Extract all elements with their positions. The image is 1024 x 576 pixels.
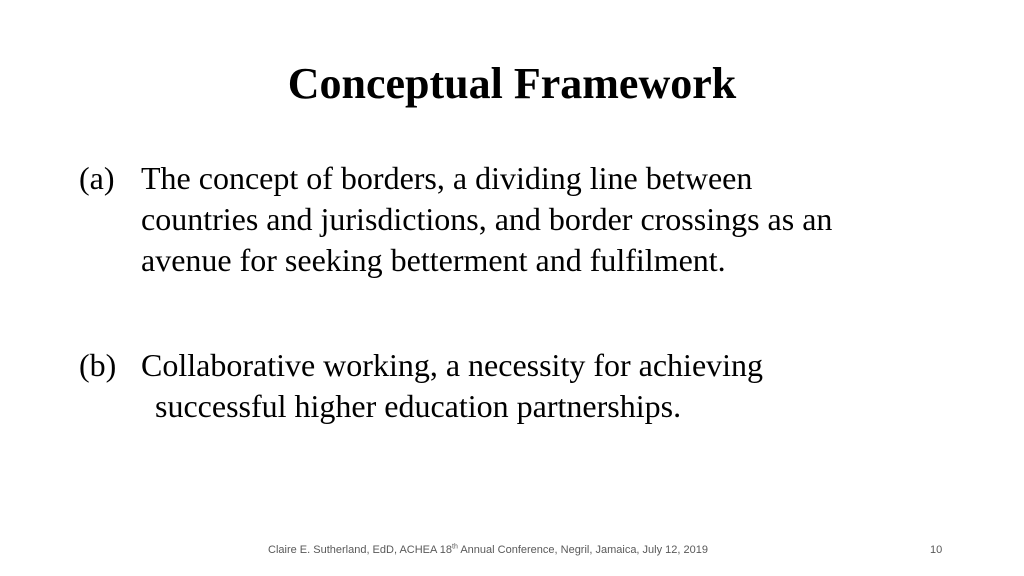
footer-credit-superscript: th: [452, 543, 458, 551]
item-a-line-3: avenue for seeking betterment and fulfilment.: [141, 242, 726, 278]
item-b-line-1: Collaborative working, a necessity for achieving: [141, 347, 764, 383]
footer-credit: [0, 543, 976, 557]
list-marker-a: (a): [79, 160, 115, 196]
item-b-line-2: successful higher education partnerships.: [155, 388, 682, 424]
page-number: 10: [930, 544, 943, 556]
footer-credit-text-rest: Annual Conference, Negril, Jamaica, July 12, 2019: [457, 544, 708, 556]
slide-title: Conceptual Framework: [287, 59, 737, 108]
list-marker-b: (b): [79, 347, 117, 383]
item-a-line-1: The concept of borders, a dividing line between: [141, 160, 753, 196]
item-a-line-2: countries and jurisdictions, and border crossings as an: [141, 201, 833, 237]
footer-credit-text: Claire E. Sutherland, EdD, ACHEA 18: [268, 544, 453, 556]
